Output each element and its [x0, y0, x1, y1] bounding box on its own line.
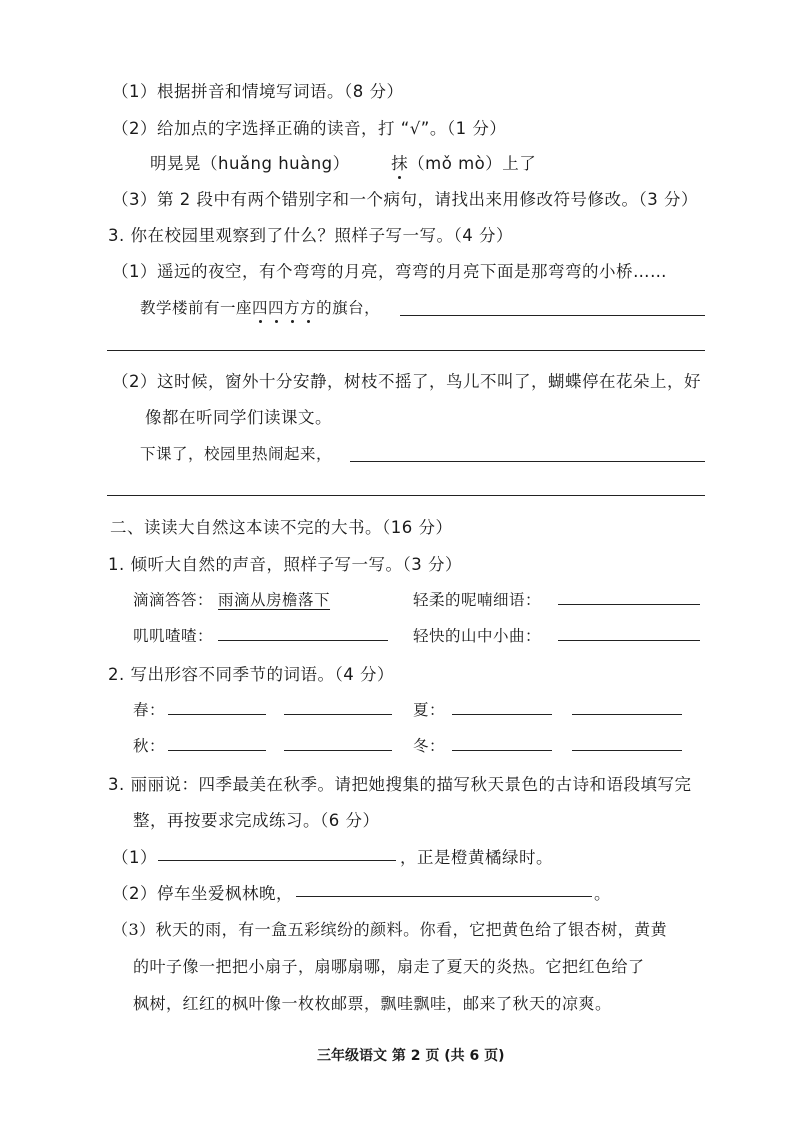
question-3-title: 3. 你在校园里观察到了什么？照样子写一写。（4 分）: [108, 226, 513, 245]
part2-q3-title-line1: 3. 丽丽说：四季最美在秋季。请把她搜集的描写秋天景色的古诗和语段填写完: [108, 775, 692, 794]
season-spring: 春：: [133, 701, 166, 719]
q1-example-answer: 雨滴从房檐落下: [218, 591, 331, 609]
q3-2-head: （2）停车坐爱枫林晚，: [112, 884, 293, 903]
question-1-2-options: [150, 150, 536, 174]
answer-line[interactable]: [350, 461, 705, 462]
q3-3-line3: 枫树，红红的枫叶像一枚枚邮票，飘哇飘哇，邮来了秋天的凉爽。: [133, 994, 612, 1013]
q3-3-line1: （3）秋天的雨，有一盒五彩缤纷的颜料。你看，它把黄色给了银杏树，黄黄: [112, 920, 668, 939]
part2-q2-title: 2. 写出形容不同季节的词语。（4 分）: [108, 665, 394, 684]
option-a: 明晃晃（huǎng huàng）: [150, 154, 350, 173]
q3-1-number: （1）: [112, 848, 157, 867]
answer-line[interactable]: [558, 604, 700, 605]
q3-2-tail: 。: [594, 884, 611, 903]
answer-line[interactable]: [452, 714, 552, 715]
q3-1-tail: ，正是橙黄橘绿时。: [400, 848, 553, 867]
season-winter: 冬：: [413, 737, 446, 755]
part2-q1-title: 1. 倾听大自然的声音，照样子写一写。（3 分）: [108, 555, 462, 574]
answer-line[interactable]: [558, 640, 700, 641]
q3-3-line2: 的叶子像一把把小扇子，扇哪扇哪，扇走了夏天的炎热。它把红色给了: [133, 957, 645, 976]
season-autumn: 秋：: [133, 737, 166, 755]
answer-line[interactable]: [168, 714, 266, 715]
q1-item-b-label: 轻柔的呢喃细语：: [413, 591, 542, 609]
option-b: （mǒ mò）上了: [408, 154, 537, 173]
answer-line[interactable]: [284, 750, 392, 751]
question-1-1: （1）根据拼音和情境写词语。（8 分）: [112, 82, 404, 101]
answer-line[interactable]: [107, 350, 705, 351]
answer-line[interactable]: [218, 640, 388, 641]
answer-line[interactable]: [400, 315, 705, 316]
question-1-2: （2）给加点的字选择正确的读音，打 “√”。（1 分）: [112, 119, 507, 138]
q1-example-label: 滴滴答答：: [133, 591, 214, 609]
answer-line[interactable]: [572, 750, 682, 751]
page-footer: 三年级语文 第 2 页 (共 6 页): [317, 1048, 505, 1064]
season-summer: 夏：: [413, 701, 446, 719]
part2-q3-title-line2: 整，再按要求完成练习。（6 分）: [133, 811, 380, 830]
answer-line[interactable]: [107, 495, 705, 496]
q1-item-d-label: 轻快的山中小曲：: [413, 627, 542, 645]
ex2-model-line1: （2）这时候，窗外十分安静，树枝不摇了，鸟儿不叫了，蝴蝶停在花朵上，好: [112, 372, 701, 391]
answer-line[interactable]: [572, 714, 682, 715]
answer-line[interactable]: [284, 714, 392, 715]
answer-line[interactable]: [296, 896, 592, 897]
dotted-char: 抹: [391, 150, 408, 174]
ex2-prompt: 下课了，校园里热闹起来，: [140, 445, 333, 463]
ex1-prompt: 教学楼前有一座四四方方的旗台，: [140, 296, 380, 318]
answer-line[interactable]: [168, 750, 266, 751]
answer-line[interactable]: [158, 860, 396, 861]
part2-heading: 二、读读大自然这本读不完的大书。（16 分）: [110, 518, 453, 537]
ex2-model-line2: 像都在听同学们读课文。: [145, 408, 332, 427]
dotted-words: 四四方方: [252, 299, 316, 317]
answer-line[interactable]: [452, 750, 552, 751]
q1-item-c-label: 叽叽喳喳：: [133, 627, 214, 645]
question-1-3: （3）第 2 段中有两个错别字和一个病句，请找出来用修改符号修改。（3 分）: [112, 190, 698, 209]
ex1-model: （1）遥远的夜空，有个弯弯的月亮，弯弯的月亮下面是那弯弯的小桥……: [112, 262, 667, 281]
